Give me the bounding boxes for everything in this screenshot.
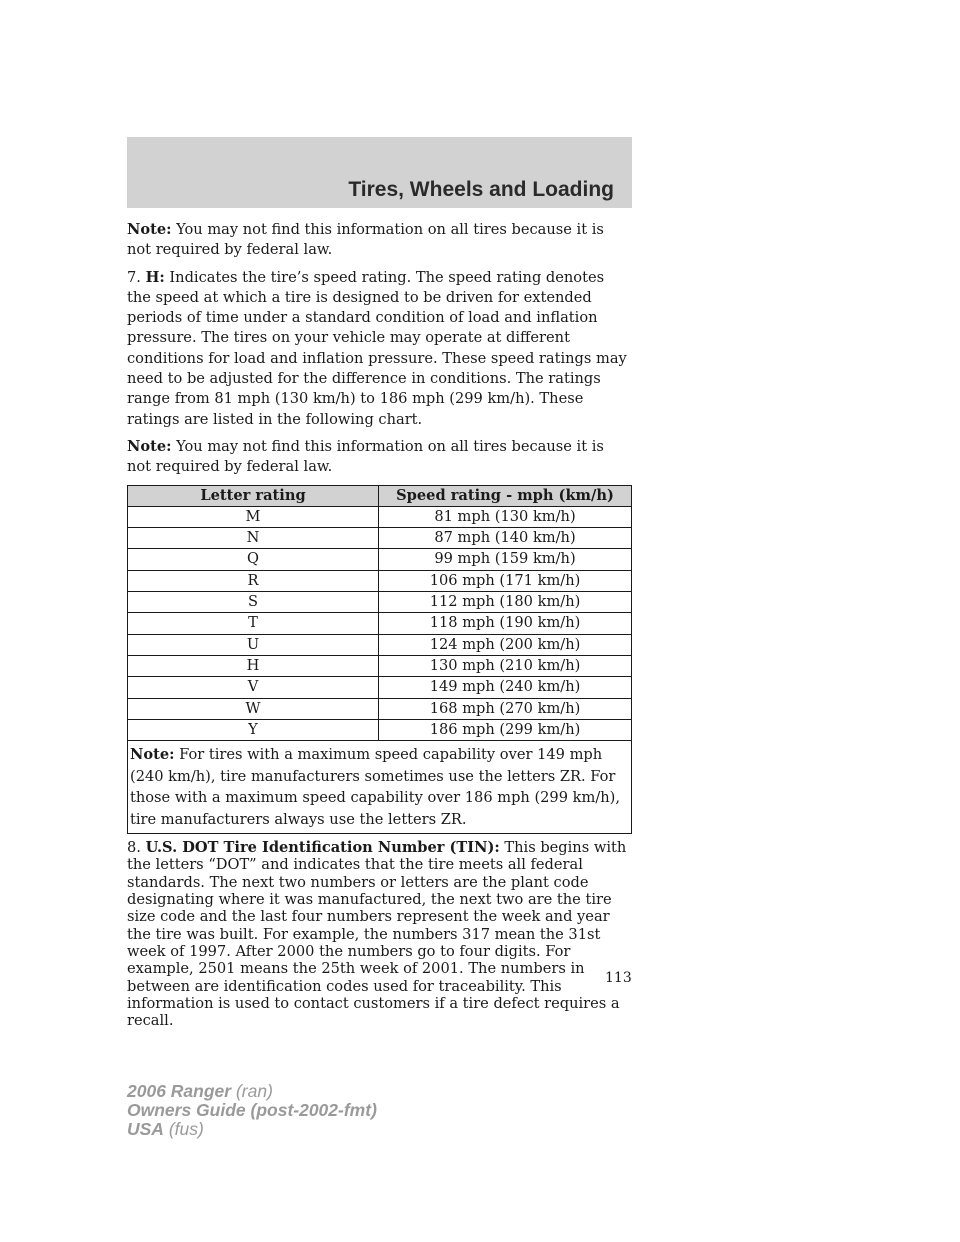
table-note-cell	[128, 741, 632, 834]
speed-cell: 81 mph (130 km/h)	[379, 506, 632, 527]
speed-cell: 168 mph (270 km/h)	[379, 698, 632, 719]
note-text: You may not find this information on all tires because it is not required by federal law.	[127, 437, 604, 476]
footer-line	[127, 1082, 377, 1101]
page-number: 113	[605, 970, 632, 986]
letter-cell: T	[128, 613, 379, 634]
section-title: Tires, Wheels and Loading	[348, 178, 614, 201]
table-row	[128, 677, 632, 698]
speed-rating-table	[127, 485, 632, 835]
note-text: For tires with a maximum speed capability over 149 mph (240 km/h), tire manufacturers sometimes use the letters ZR. For those with a maximum speed capability over 186 mph (299 km/h), tire manufacturers always use the letters ZR.	[130, 746, 620, 828]
table-row	[128, 719, 632, 740]
column-header-speed: Speed rating - mph (km/h)	[379, 485, 632, 506]
note-paragraph	[127, 220, 632, 261]
table-header-row	[128, 485, 632, 506]
table-row	[128, 634, 632, 655]
letter-cell: S	[128, 592, 379, 613]
speed-cell: 124 mph (200 km/h)	[379, 634, 632, 655]
table-row	[128, 570, 632, 591]
speed-cell: 149 mph (240 km/h)	[379, 677, 632, 698]
speed-cell: 112 mph (180 km/h)	[379, 592, 632, 613]
item-label: U.S. DOT Tire Identification Number (TIN):	[145, 839, 500, 857]
letter-cell: R	[128, 570, 379, 591]
note-paragraph	[127, 437, 632, 478]
column-header-letter: Letter rating	[128, 485, 379, 506]
speed-cell: 87 mph (140 km/h)	[379, 528, 632, 549]
speed-cell: 186 mph (299 km/h)	[379, 719, 632, 740]
letter-cell: V	[128, 677, 379, 698]
footer-market: USA	[127, 1119, 164, 1139]
item-7-paragraph	[127, 268, 632, 430]
letter-cell: M	[128, 506, 379, 527]
page-content	[127, 220, 632, 1036]
table-row	[128, 698, 632, 719]
footer-code: (fus)	[168, 1119, 204, 1139]
letter-cell: H	[128, 655, 379, 676]
footer-model: 2006 Ranger	[127, 1081, 232, 1101]
footer-code: (ran)	[235, 1081, 273, 1101]
item-number: 8.	[127, 839, 141, 857]
item-text: This begins with the letters “DOT” and indicates that the tire meets all federal standards. The next two numbers or letters are the plant code designating where it was manufactured, the next two are the tire size code and the last four numbers represent the week and year the tire was built. For example, the numbers 317 mean the 31st week of 1997. After 2000 the numbers go to four digits. For example, 2501 means the 25th week of 2001. The numbers in between are identification codes used for traceability. This information is used to contact customers if a tire defect requires a recall.	[127, 839, 627, 1030]
table-row	[128, 655, 632, 676]
speed-cell: 130 mph (210 km/h)	[379, 655, 632, 676]
table-row	[128, 592, 632, 613]
letter-cell: Q	[128, 549, 379, 570]
footer-line	[127, 1120, 377, 1139]
table-row	[128, 549, 632, 570]
letter-cell: W	[128, 698, 379, 719]
letter-cell: U	[128, 634, 379, 655]
item-8-paragraph	[127, 839, 632, 1029]
footer-line	[127, 1101, 377, 1120]
item-text: Indicates the tire’s speed rating. The speed rating denotes the speed at which a tire is designed to be driven for extended periods of time under a standard condition of load and inflation pressure. The tires on your vehicle may operate at different conditions for load and inflation pressure. These speed ratings may need to be adjusted for the difference in conditions. The ratings range from 81 mph (130 km/h) to 186 mph (299 km/h). These ratings are listed in the following chart.	[127, 268, 627, 428]
table-row	[128, 528, 632, 549]
speed-cell: 106 mph (171 km/h)	[379, 570, 632, 591]
table-row	[128, 506, 632, 527]
speed-cell: 99 mph (159 km/h)	[379, 549, 632, 570]
item-label: H:	[145, 268, 165, 286]
footer-guide: Owners Guide (post-2002-fmt)	[127, 1100, 377, 1120]
speed-cell: 118 mph (190 km/h)	[379, 613, 632, 634]
note-label: Note:	[127, 221, 172, 238]
table-row	[128, 613, 632, 634]
letter-cell: N	[128, 528, 379, 549]
section-header-band	[127, 137, 632, 208]
document-footer	[127, 1082, 377, 1139]
letter-cell: Y	[128, 719, 379, 740]
table-note-row	[128, 741, 632, 834]
note-label: Note:	[127, 437, 172, 455]
item-number: 7.	[127, 268, 141, 286]
note-text: You may not find this information on all tires because it is not required by federal law.	[127, 221, 604, 259]
note-label: Note:	[130, 746, 175, 764]
